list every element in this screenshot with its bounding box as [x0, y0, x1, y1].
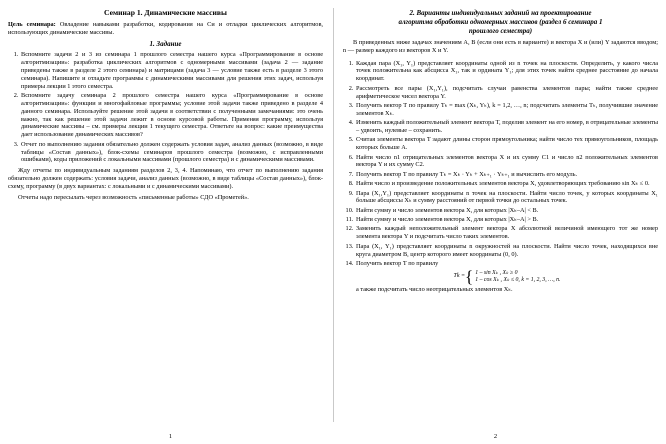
- list-item: 3. Отчет по выполнению задания обязательно должен содержать условия задач, анализ данных (возможно, в виде таблицы «Состав данных»), блок-схемы семинаров прошлого семестра (возможно, с исправленными ошибками), коды приложений с локальными массивами (прошлого семестра) и с динамическими массивами.: [20, 141, 323, 165]
- right-title-line-1: 2. Варианты индивидуальных заданий на проектирование: [409, 9, 592, 17]
- right-page: [333, 6, 658, 444]
- formula-case-1: 1 – sin Xₖ , Xₖ ≥ 0: [475, 269, 518, 276]
- list-item: 11. Найти сумму и число элементов вектора X, для которых |Xₖ–A| > B.: [355, 216, 658, 224]
- right-page-title: [343, 9, 658, 36]
- list-item: 4. Изменить каждый положительный элемент вектора T, поделив элемент на его номер, в отрицательные элементы – удвоить, нулевые – сохранить.: [355, 119, 658, 135]
- list-item: 13. Пара (X₁, Y₁) представляет координаты n окружностей на плоскости. Найти число точек, находящихся вне круга диаметром B, центр которого имеет координаты (0, 0).: [355, 243, 658, 259]
- formula-case-2: 1 – cos Xₖ , Xₖ ≤ 0, k = 1, 2, 3, …, n.: [475, 276, 561, 283]
- right-task-list: [343, 60, 658, 294]
- left-page-title: Семинар 1. Динамические массивы: [104, 8, 227, 17]
- task-14-text: Получить вектор T по правилу: [356, 259, 439, 267]
- left-page: [8, 6, 333, 444]
- goal-label: Цель семинара:: [8, 21, 56, 29]
- list-item: 6. Найти число n1 отрицательных элементов вектора X и их сумму C1 и число n2 положительных элементов вектора Y и их сумму C2.: [355, 154, 658, 170]
- right-title-line-2: алгоритма обработки одномерных массивов (раздел 6 семинара 1: [398, 18, 603, 27]
- left-brace-icon: {: [465, 267, 474, 287]
- left-tail-paragraph-2: Отчеты надо пересылать через возможность «письменные работы» СДО «Прометей».: [18, 193, 249, 201]
- list-item: 2. Вспомните задачу семинара 2 прошлого семестра нашего курса «Программирование в основе алгоритмизации»: функции и многофайловые программы; условие этой задачи также приведено в разделе 4 данного семинара. Используйте решение этой задачи в соответствии с полученными замечаниями: это очень важно, так как решение этой задачи лежит в основе курсовой работы. Применяя программу, используя динамические массивы – см. примеры лекции 1 текущего семестра. Ответьте на вопрос: какие преимущества дает использование динамических массивов?: [20, 92, 323, 139]
- seminar-goal: [8, 21, 323, 37]
- task-14-tail: а также подсчитать число неотрицательных элементов Xₖ.: [356, 286, 513, 294]
- list-item: 1. Каждая пара (X₁, Y₁) представляет координаты одной из n точек на плоскости. Определить, у какого числа точек положительна как абсцисса X₁, так и ордината Y₁; для этих точек найти среднее расстояние до начала координат.: [355, 60, 658, 84]
- section-heading-task: 1. Задание: [149, 40, 182, 49]
- list-item: 12. Заменить каждый неположительный элемент вектора X абсолютной величиной имеющего тот же номер элемента вектора Y и подсчитать число таких элементов.: [355, 225, 658, 241]
- list-item: 7. Получить вектор T по правилу Tₖ = Xₖ · Yₖ + Xₖ₊₁ · Yₖ₊₁ и вычислить его модуль.: [355, 171, 658, 179]
- formula-tk: [356, 267, 658, 287]
- left-page-number: 1: [168, 433, 173, 440]
- list-item-formula: [355, 260, 658, 294]
- right-title-line-3: прошлого семестра): [468, 27, 533, 36]
- left-task-list: [8, 51, 323, 164]
- list-item: 1. Вспомните задачи 2 и 3 из семинара 1 прошлого семестра нашего курса «Программирование в основе алгоритмизации»: разработка циклических алгоритмов с одномерными массивами (задача 2 — задание приведены также в разделе 2 этого семинара) и матрицами (задача 3 — условие также есть в разделе 3 этого семинара). Напишите и отладьте программы с динамическими массивами для решения этих задач, используя примеры лекции 1 этого семестра.: [20, 51, 323, 90]
- goal-text: Овладение навыками разработки, кодирования на Си и отладки циклических алгоритмов, использующих динамические массивы.: [8, 21, 323, 37]
- formula-brace-group: [465, 267, 561, 287]
- formula-cases: [475, 270, 560, 284]
- formula-left-side: Tk =: [453, 273, 466, 280]
- list-item: 3. Получить вектор T по правилу Tₖ = max (Xₖ, Yₖ), k = 1,2, …, n; подсчитать элементы Tₖ, получившие значение элементов Xₖ.: [355, 102, 658, 118]
- list-item: 10. Найти сумму и число элементов вектора X, для которых |Xₖ–A| < B.: [355, 207, 658, 215]
- right-intro-paragraph: В приведенных ниже задачах значениям A, B (если они есть в варианте) и вектора X и (или) Y задаются вводом; n — размер каждого из векторов X и Y.: [343, 39, 658, 55]
- list-item: 2. Рассмотреть все пары (X₁,Y₁), подсчитать случаи равенства элементов пары; найти также среднее арифметическое чисел вектора Y.: [355, 85, 658, 101]
- right-page-number: 2: [493, 433, 498, 440]
- list-item: 5. Считая элементы вектора T задают длины сторон прямоугольника; найти число тех прямоугольников, площадь которых больше A.: [355, 136, 658, 152]
- list-item: 9. Пара (X₁,Y₁) представляет координаты n точек на плоскости. Найти число точек, у которых координаты X₁ больше абсциссы Xₖ и сумму расстояний от первой точки до остальных точек.: [355, 190, 658, 206]
- left-tail-paragraph-1: Жду отчеты по индивидуальным заданиям разделов 2, 3, 4. Напоминаю, что отчет по выполнению задания обязательно должен содержать: условия задачи, анализ данных (возможно, в виде таблицы «Состав данных»), блок-схему, программу (в двух вариантах: с локальными и с динамическими массивами).: [8, 167, 323, 190]
- list-item: 8. Найти число и произведение положительных элементов вектора X, удовлетворяющих требованию sin Xₖ ≤ 0.: [355, 180, 658, 188]
